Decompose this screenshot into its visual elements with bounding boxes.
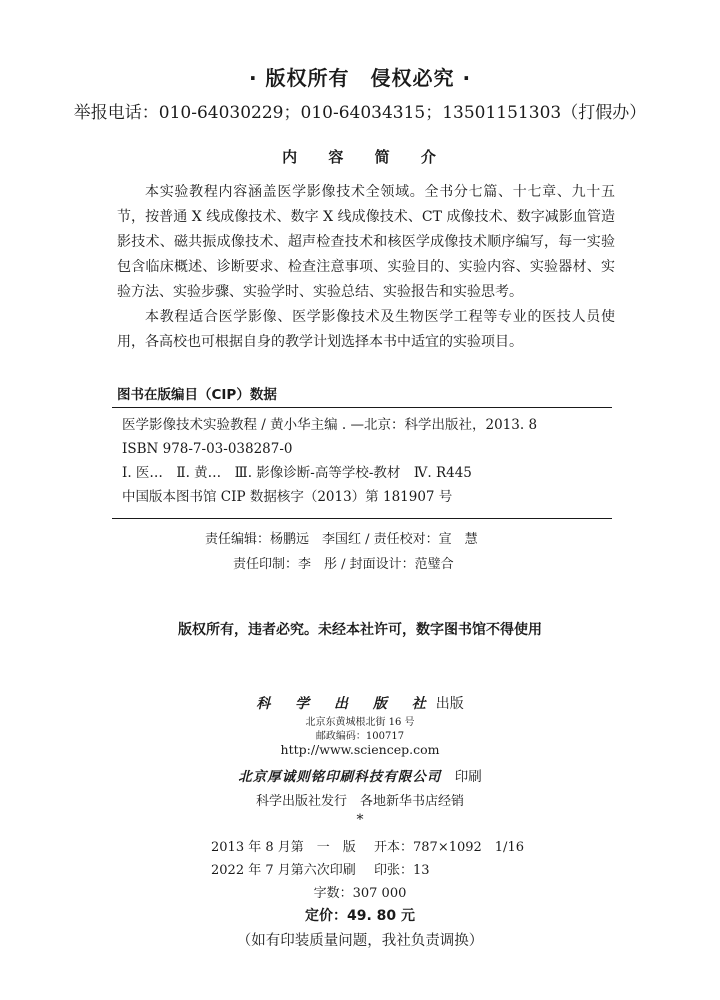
summary-paragraph-1: 本实验教程内容涵盖医学影像技术全领域。全书分七篇、十七章、九十五节，按普通 X 线成像技术、数字 X 线成像技术、CT 成像技术、数字减影血管造影技术、磁共振成像技术、超声检查技术和核医学成像技术顺序编写，每一实验包含临床概述、诊断要求、检查注意事项、实验目的、实验内容、实验器材、实验方法、实验步骤、实验学时、实验总结、实验报告和实验思考。 bbox=[117, 184, 615, 300]
report-hotline: 举报电话：010-64030229；010-64034315；13501151303（打假办） bbox=[73, 103, 647, 123]
word-count: 字数：307 000 bbox=[313, 886, 407, 901]
cip-classification-line: Ⅰ. 医… Ⅱ. 黄… Ⅲ. 影像诊断-高等学校-教材 Ⅳ. R445 bbox=[122, 465, 472, 481]
publisher-address: 北京东黄城根北街 16 号 bbox=[305, 717, 415, 728]
printer-suffix: 印刷 bbox=[454, 769, 482, 785]
cip-top-rule bbox=[112, 407, 612, 408]
price: 定价：49. 80 元 bbox=[304, 908, 416, 924]
printer-line bbox=[0, 765, 720, 785]
copyright-title: · 版权所有 侵权必究 · bbox=[248, 66, 472, 90]
summary-heading: 内 容 简 介 bbox=[282, 148, 438, 166]
exchange-note: （如有印装质量问题，我社负责调换） bbox=[236, 933, 484, 949]
publisher-url: http://www.sciencep.com bbox=[280, 742, 440, 757]
production-line: 责任印制：李 彤 / 封面设计：范璧合 bbox=[233, 557, 454, 572]
printing-info: 2022 年 7 月第六次印刷 bbox=[211, 863, 356, 878]
publisher-line bbox=[0, 693, 720, 713]
cip-heading: 图书在版编目（CIP）数据 bbox=[117, 387, 277, 403]
first-edition: 2013 年 8 月第 一 版 bbox=[211, 840, 356, 855]
summary-paragraph-2: 本教程适合医学影像、医学影像技术及生物医学工程等专业的医技人员使用，各高校也可根据自身的教学计划选择本书中适宜的实验项目。 bbox=[117, 309, 615, 350]
printer-name: 北京厚诚则铭印刷科技有限公司 bbox=[238, 769, 442, 785]
publisher-name: 科 学 出 版 社 bbox=[256, 696, 436, 712]
cip-block bbox=[122, 413, 537, 509]
cip-bottom-rule bbox=[112, 518, 612, 519]
editors-line: 责任编辑：杨鹏远 李国红 / 责任校对：宣 慧 bbox=[205, 532, 478, 547]
cip-isbn-line: ISBN 978-7-03-038287-0 bbox=[122, 441, 293, 457]
printed-sheets: 印张：13 bbox=[374, 863, 430, 878]
copyright-notice: 版权所有，违者必究。未经本社许可，数字图书馆不得使用 bbox=[178, 622, 542, 638]
publisher-suffix: 出版 bbox=[435, 696, 464, 712]
cip-record-line: 中国版本图书馆 CIP 数据核字（2013）第 181907 号 bbox=[122, 489, 453, 505]
distribution-line: 科学出版社发行 各地新华书店经销 bbox=[255, 794, 464, 809]
summary-body bbox=[117, 180, 615, 355]
book-format: 开本：787×1092 1/16 bbox=[374, 840, 524, 855]
publisher-zipcode: 邮政编码：100717 bbox=[315, 731, 405, 742]
separator-star: * bbox=[356, 812, 364, 828]
cip-title-line: 医学影像技术实验教程 / 黄小华主编 . —北京：科学出版社，2013. 8 bbox=[122, 417, 538, 433]
